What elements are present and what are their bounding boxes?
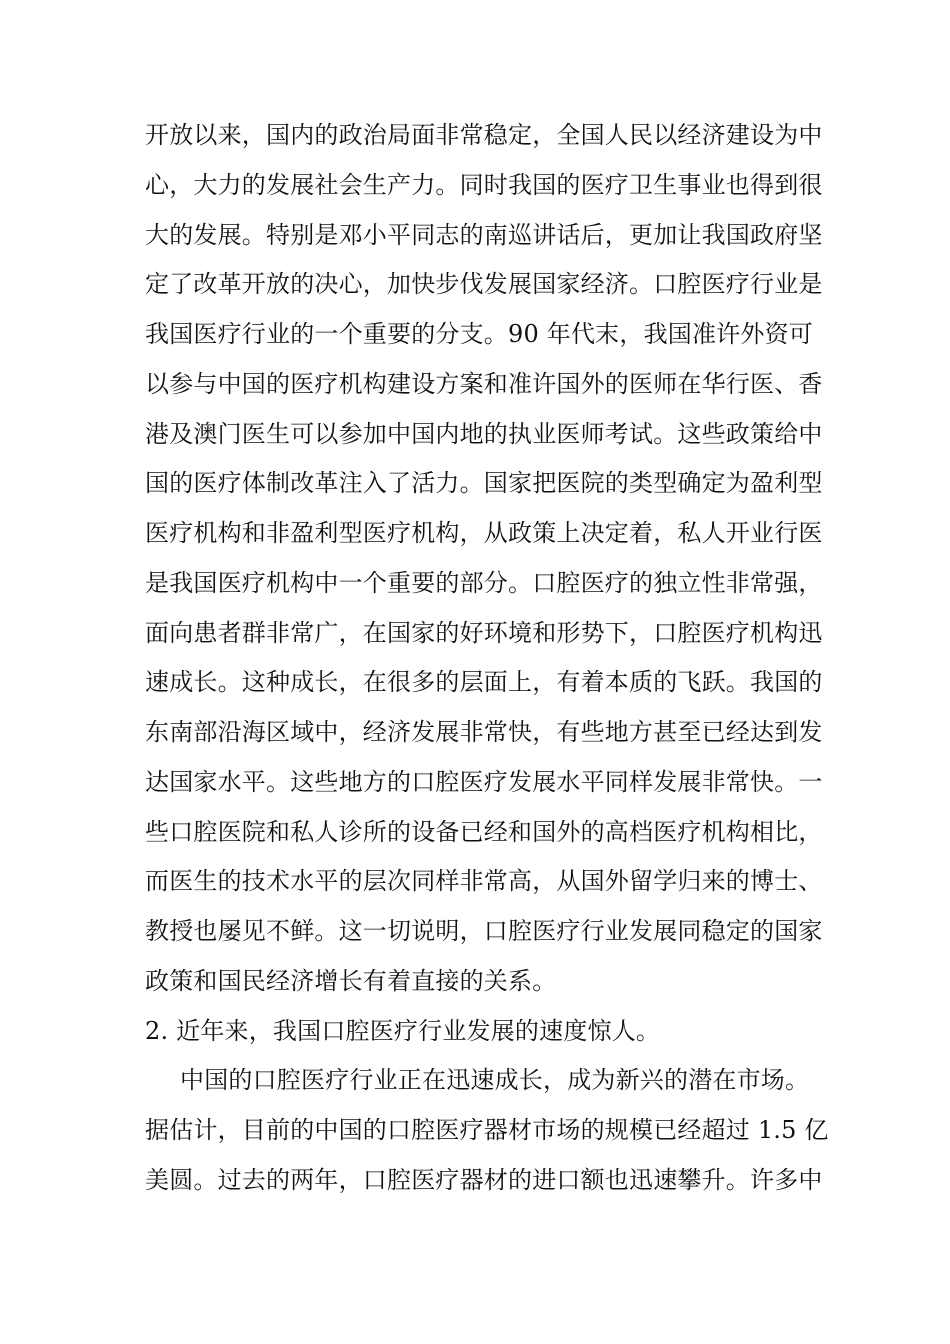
text-line: 港及澳门医生可以参加中国内地的执业医师考试。这些政策给中 [145,420,823,448]
text-line: 据估计，目前的中国的口腔医疗器材市场的规模已经超过 1.5 亿 [145,1116,829,1144]
text-line: 定了改革开放的决心，加快步伐发展国家经济。口腔医疗行业是 [145,270,823,298]
text-line: 心，大力的发展社会生产力。同时我国的医疗卫生事业也得到很 [145,171,823,199]
text-line: 是我国医疗机构中一个重要的部分。口腔医疗的独立性非常强， [145,569,823,597]
text-line: 医疗机构和非盈利型医疗机构，从政策上决定着，私人开业行医 [145,519,823,547]
text-line: 政策和国民经济增长有着直接的关系。 [145,967,557,995]
text-line: 开放以来，国内的政治局面非常稳定，全国人民以经济建设为中 [145,121,823,149]
section-heading: 2. 近年来，我国口腔医疗行业发展的速度惊人。 [145,1017,661,1045]
text-line: 面向患者群非常广，在国家的好环境和形势下，口腔医疗机构迅 [145,619,823,647]
text-line: 中国的口腔医疗行业正在迅速成长，成为新兴的潜在市场。 [180,1066,810,1094]
text-line: 速成长。这种成长，在很多的层面上，有着本质的飞跃。我国的 [145,668,823,696]
text-line: 些口腔医院和私人诊所的设备已经和国外的高档医疗机构相比， [145,818,823,846]
text-line: 达国家水平。这些地方的口腔医疗发展水平同样发展非常快。一 [145,768,823,796]
text-line: 国的医疗体制改革注入了活力。国家把医院的类型确定为盈利型 [145,469,823,497]
text-line: 我国医疗行业的一个重要的分支。90 年代末，我国准许外资可 [145,320,813,348]
text-line: 以参与中国的医疗机构建设方案和准许国外的医师在华行医、香 [145,370,823,398]
text-line: 美圆。过去的两年，口腔医疗器材的进口额也迅速攀升。许多中 [145,1166,823,1194]
text-line: 大的发展。特别是邓小平同志的南巡讲话后，更加让我国政府坚 [145,221,823,249]
text-line: 教授也屡见不鲜。这一切说明，口腔医疗行业发展同稳定的国家 [145,917,823,945]
text-line: 而医生的技术水平的层次同样非常高，从国外留学归来的博士、 [145,867,823,895]
text-line: 东南部沿海区域中，经济发展非常快，有些地方甚至已经达到发 [145,718,823,746]
